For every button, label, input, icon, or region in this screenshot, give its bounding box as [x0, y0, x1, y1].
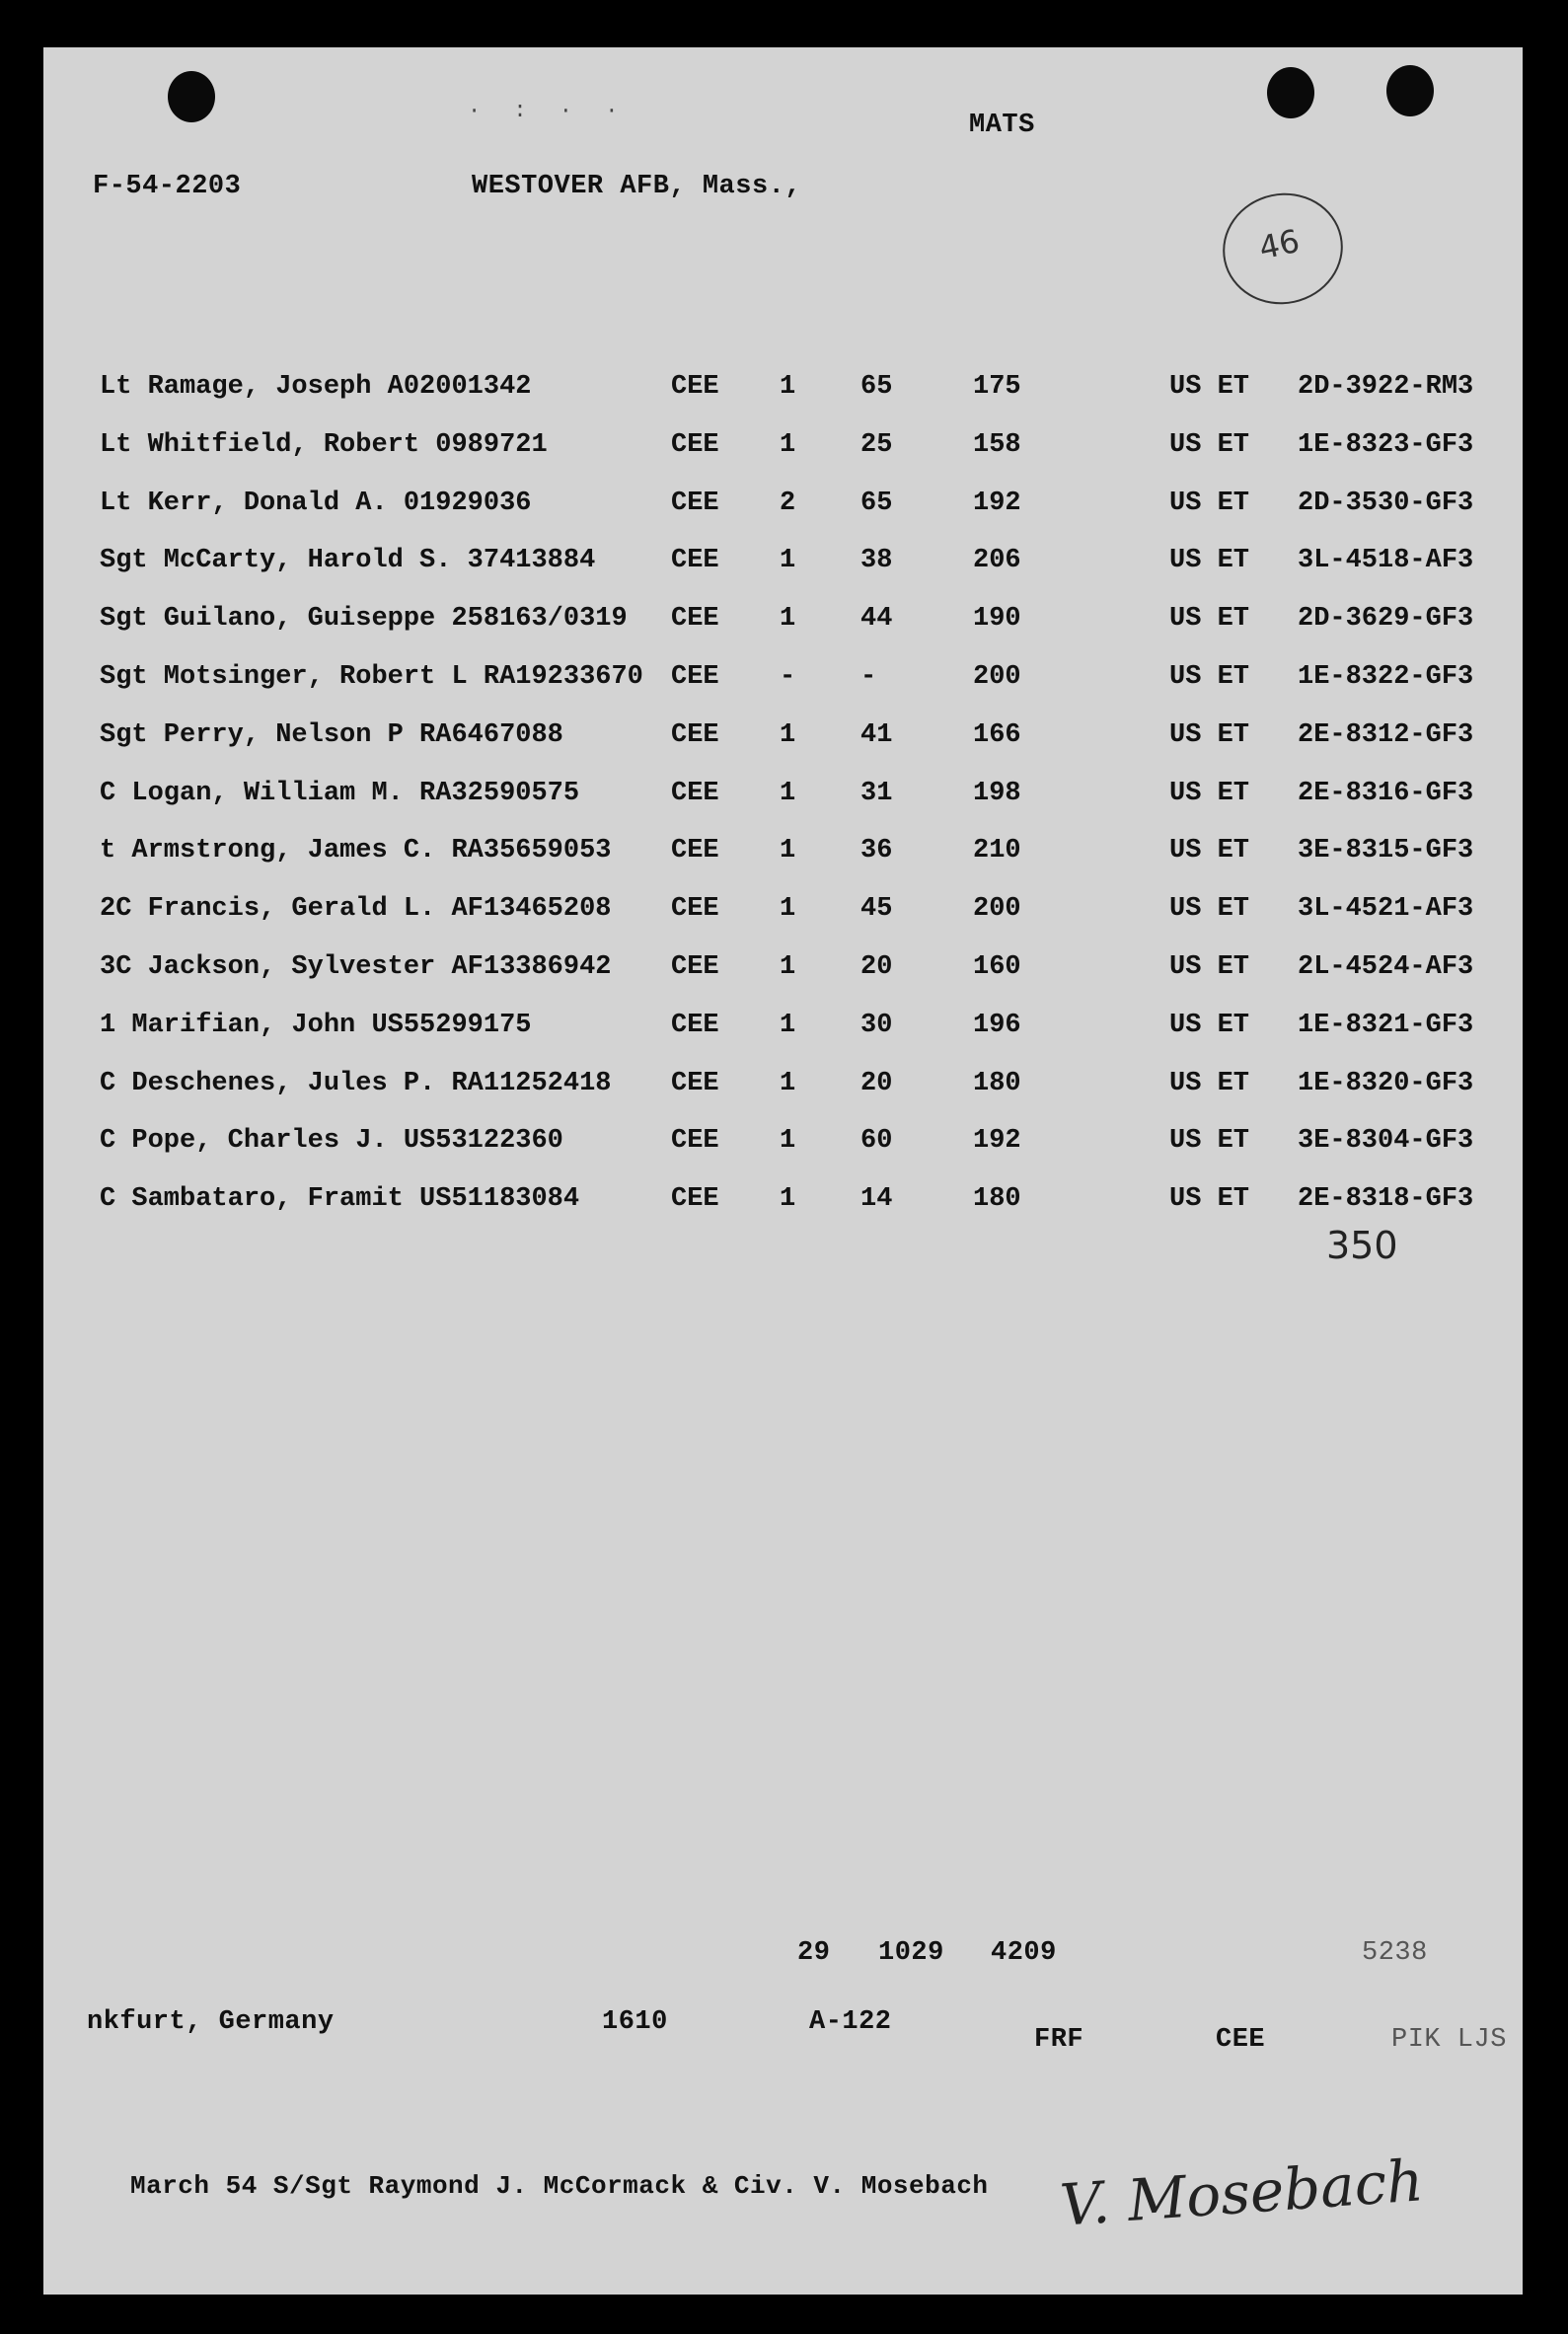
cell-unit: CEE [671, 894, 719, 925]
cell-qty: 2 [780, 488, 796, 518]
cell-qty: 1 [780, 1068, 796, 1098]
cell-dest: US ET [1169, 1010, 1250, 1040]
cell-qty: 1 [780, 1184, 796, 1215]
cell-name: 2C Francis, Gerald L. AF13465208 [100, 894, 612, 925]
cell-qty: 1 [780, 1010, 796, 1040]
cell-unit: CEE [671, 719, 719, 750]
cell-b: 210 [973, 836, 1021, 866]
cell-b: 206 [973, 546, 1021, 576]
cell-dest: US ET [1169, 1126, 1250, 1157]
cell-b: 158 [973, 429, 1021, 460]
cell-unit: CEE [671, 662, 719, 692]
cell-dest: US ET [1169, 429, 1250, 460]
origin-place: nkfurt, Germany [87, 2007, 335, 2037]
document-page [43, 47, 1523, 2295]
cell-name: C Logan, William M. RA32590575 [100, 778, 580, 808]
cell-b: 192 [973, 1126, 1021, 1157]
cell-b: 166 [973, 719, 1021, 750]
cell-qty: 1 [780, 1126, 796, 1157]
table-row [43, 1184, 1523, 1224]
punch-hole [1386, 65, 1434, 116]
cell-qty: 1 [780, 894, 796, 925]
total-count: 29 [797, 1938, 831, 1968]
cell-a: 65 [860, 488, 893, 518]
total-b: 4209 [991, 1938, 1057, 1968]
cell-b: 190 [973, 604, 1021, 635]
cell-a: 31 [860, 778, 893, 808]
cell-dest: US ET [1169, 1068, 1250, 1098]
cell-dest: US ET [1169, 836, 1250, 866]
table-row [43, 894, 1523, 934]
punch-hole [168, 71, 215, 122]
cell-a: 20 [860, 1068, 893, 1098]
total-a: 1029 [878, 1938, 944, 1968]
signature: V. Mosebach [1058, 2146, 1426, 2239]
cell-unit: CEE [671, 1068, 719, 1098]
table-row [43, 1011, 1523, 1050]
table-row [43, 720, 1523, 760]
cell-name: Sgt Motsinger, Robert L RA19233670 [100, 662, 643, 692]
cell-code: 1E-8323-GF3 [1298, 429, 1474, 460]
cell-b: 180 [973, 1184, 1021, 1215]
cell-name: Lt Ramage, Joseph A02001342 [100, 372, 532, 402]
cell-dest: US ET [1169, 894, 1250, 925]
handwritten-total: 350 [1326, 1224, 1398, 1267]
cell-unit: CEE [671, 604, 719, 635]
cell-code: 2D-3629-GF3 [1298, 604, 1474, 635]
cell-code: 2L-4524-AF3 [1298, 952, 1474, 982]
cell-code: 3L-4518-AF3 [1298, 546, 1474, 576]
cell-unit: CEE [671, 952, 719, 982]
cell-b: 175 [973, 372, 1021, 402]
table-row [43, 372, 1523, 412]
cell-qty: 1 [780, 952, 796, 982]
table-row [43, 546, 1523, 585]
cell-code: 1E-8322-GF3 [1298, 662, 1474, 692]
cell-qty: 1 [780, 546, 796, 576]
cell-a: 20 [860, 952, 893, 982]
table-row [43, 662, 1523, 702]
footer-code-3: PIK LJS [1391, 2025, 1507, 2055]
cell-a: 30 [860, 1010, 893, 1040]
cell-name: C Sambataro, Framit US51183084 [100, 1184, 580, 1215]
cell-code: 2D-3922-RM3 [1298, 372, 1474, 402]
cell-qty: 1 [780, 719, 796, 750]
cell-unit: CEE [671, 836, 719, 866]
location: WESTOVER AFB, Mass., [472, 172, 802, 201]
cell-a: 60 [860, 1126, 893, 1157]
cell-code: 2E-8316-GF3 [1298, 778, 1474, 808]
cell-a: 25 [860, 429, 893, 460]
cell-dest: US ET [1169, 488, 1250, 518]
cell-qty: 1 [780, 778, 796, 808]
cell-b: 200 [973, 662, 1021, 692]
cell-dest: US ET [1169, 604, 1250, 635]
table-row [43, 489, 1523, 528]
cell-code: 1E-8321-GF3 [1298, 1010, 1474, 1040]
escort-line: March 54 S/Sgt Raymond J. McCormack & Civ. V. Mosebach [130, 2171, 989, 2201]
cell-name: 3C Jackson, Sylvester AF13386942 [100, 952, 612, 982]
cell-qty: 1 [780, 836, 796, 866]
cell-b: 198 [973, 778, 1021, 808]
footer-code-1: FRF [1034, 2025, 1084, 2055]
cell-name: Lt Whitfield, Robert 0989721 [100, 429, 548, 460]
cell-name: t Armstrong, James C. RA35659053 [100, 836, 612, 866]
table-row [43, 779, 1523, 818]
cell-a: 44 [860, 604, 893, 635]
cell-b: 200 [973, 894, 1021, 925]
cell-dest: US ET [1169, 372, 1250, 402]
cell-name: C Pope, Charles J. US53122360 [100, 1126, 563, 1157]
flight-number: A-122 [809, 2007, 892, 2037]
cell-b: 196 [973, 1010, 1021, 1040]
cell-code: 2E-8318-GF3 [1298, 1184, 1474, 1215]
cell-name: Sgt Guilano, Guiseppe 258163/0319 [100, 604, 628, 635]
cell-code: 3L-4521-AF3 [1298, 894, 1474, 925]
table-row [43, 604, 1523, 643]
cell-qty: 1 [780, 604, 796, 635]
file-number: F-54-2203 [93, 172, 242, 201]
cell-unit: CEE [671, 546, 719, 576]
cell-b: 192 [973, 488, 1021, 518]
total-c: 5238 [1362, 1938, 1428, 1968]
cell-b: 160 [973, 952, 1021, 982]
cell-qty: 1 [780, 429, 796, 460]
cell-name: Sgt Perry, Nelson P RA6467088 [100, 719, 563, 750]
cell-unit: CEE [671, 1126, 719, 1157]
cell-unit: CEE [671, 1184, 719, 1215]
footer-number: 1610 [602, 2007, 668, 2037]
table-row [43, 430, 1523, 470]
cell-dest: US ET [1169, 952, 1250, 982]
cell-dest: US ET [1169, 1184, 1250, 1215]
table-row [43, 952, 1523, 992]
cell-name: Sgt McCarty, Harold S. 37413884 [100, 546, 596, 576]
cell-unit: CEE [671, 778, 719, 808]
table-row [43, 836, 1523, 875]
cell-unit: CEE [671, 488, 719, 518]
cell-unit: CEE [671, 372, 719, 402]
circled-page-mark: 46 [1213, 183, 1354, 316]
cell-dest: US ET [1169, 719, 1250, 750]
cell-a: 38 [860, 546, 893, 576]
cell-dest: US ET [1169, 546, 1250, 576]
cell-code: 3E-8315-GF3 [1298, 836, 1474, 866]
cell-unit: CEE [671, 1010, 719, 1040]
cell-dest: US ET [1169, 662, 1250, 692]
table-row [43, 1069, 1523, 1108]
cell-a: 41 [860, 719, 893, 750]
cell-code: 3E-8304-GF3 [1298, 1126, 1474, 1157]
table-row [43, 1126, 1523, 1166]
typewriter-dots: · : · · [468, 99, 629, 123]
cell-unit: CEE [671, 429, 719, 460]
footer-code-2: CEE [1216, 2025, 1266, 2055]
cell-a: 36 [860, 836, 893, 866]
cell-qty: - [780, 662, 796, 692]
cell-b: 180 [973, 1068, 1021, 1098]
cell-name: 1 Marifian, John US55299175 [100, 1010, 532, 1040]
cell-code: 1E-8320-GF3 [1298, 1068, 1474, 1098]
cell-a: - [860, 662, 877, 692]
punch-hole [1267, 67, 1314, 118]
agency: MATS [969, 111, 1035, 140]
cell-name: C Deschenes, Jules P. RA11252418 [100, 1068, 612, 1098]
cell-qty: 1 [780, 372, 796, 402]
cell-code: 2E-8312-GF3 [1298, 719, 1474, 750]
cell-a: 45 [860, 894, 893, 925]
cell-a: 65 [860, 372, 893, 402]
cell-dest: US ET [1169, 778, 1250, 808]
cell-a: 14 [860, 1184, 893, 1215]
cell-code: 2D-3530-GF3 [1298, 488, 1474, 518]
cell-name: Lt Kerr, Donald A. 01929036 [100, 488, 532, 518]
